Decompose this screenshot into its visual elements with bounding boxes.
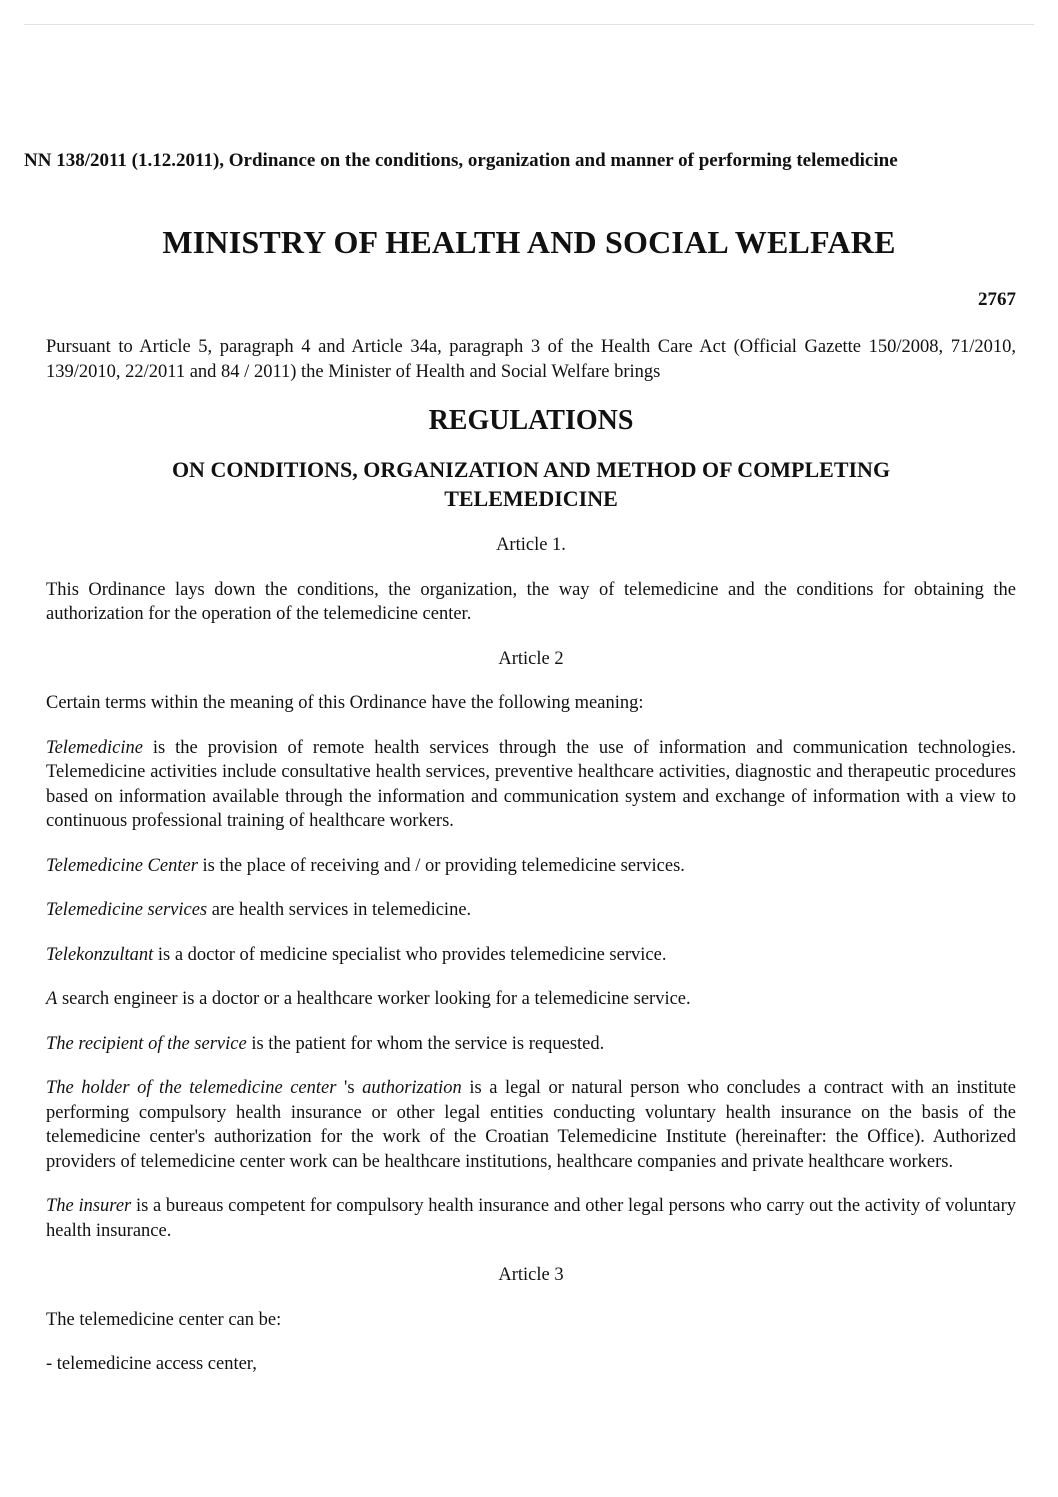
definition-insurer [46, 1194, 1016, 1243]
definition-telemedicine-center [46, 854, 1016, 879]
ministry-heading: MINISTRY OF HEALTH AND SOCIAL WELFARE [162, 224, 896, 260]
definition-telemedicine [46, 736, 1016, 834]
definition-search-engineer [46, 987, 1016, 1012]
definition-term: Telemedicine [46, 737, 143, 758]
article-2-heading: Article 2 [498, 648, 564, 669]
document-body [46, 335, 1016, 1397]
article-3-heading: Article 3 [498, 1265, 564, 1285]
top-divider [24, 24, 1034, 25]
definition-text: is a legal or natural person who concludes a contract with an institute performing compulsory health insurance or other legal entities conducting voluntary health insurance on the basis of the telemedicine center's authorization for the work of the Croatian Telemedicine Institute (hereinafter: the Office). Authorized providers of telemedicine center work can be healthcare institutions, healthcare companies and private healthcare workers. [46, 1078, 1016, 1172]
definition-text: are health services in telemedicine. [207, 900, 472, 920]
definition-telekonzultant [46, 943, 1016, 968]
definition-text: is a bureaus competent for compulsory health insurance and other legal persons who carry out the activity of voluntary health insurance. [46, 1196, 1017, 1241]
article-1-heading: Article 1. [496, 535, 566, 555]
list-item: - telemedicine access center, [46, 1354, 257, 1374]
definition-term: The recipient of the service [46, 1033, 247, 1054]
document-reference: NN 138/2011 (1.12.2011), Ordinance on the conditions, organization and manner of performing telemedicine [24, 150, 898, 171]
document-number: 2767 [978, 289, 1016, 310]
definition-text: is the place of receiving and / or providing telemedicine services. [197, 855, 685, 876]
preamble-paragraph: Pursuant to Article 5, paragraph 4 and Article 34a, paragraph 3 of the Health Care Act (Official Gazette 150/2008, 71/2010, 139/2010, 22/2011 and 84 / 2011) the Minister of Health and Social Welfare brings [46, 337, 1016, 382]
definition-term: The insurer [46, 1196, 132, 1216]
definition-text: search engineer is a doctor or a healthcare worker looking for a telemedicine service. [57, 989, 691, 1009]
article-1-text: This Ordinance lays down the conditions, the organization, the way of telemedicine and the conditions for obtaining the authorization for the operation of the telemedicine center. [46, 579, 1016, 624]
definition-term: Telemedicine services [46, 900, 208, 920]
article-3-intro: The telemedicine center can be: [46, 1309, 282, 1330]
definition-authorization-holder [46, 1076, 1016, 1174]
regulations-title: REGULATIONS [428, 405, 634, 436]
definition-text: is a doctor of medicine specialist who provides telemedicine service. [153, 944, 667, 965]
definition-text: is the provision of remote health services through the use of information and communication technologies. Telemedicine activities include consultative health services, preventive healthcare activities, diagnostic and therapeutic procedures based on information available through the information and communication system and exchange of information with a view to continuous professional training of healthcare workers. [46, 737, 1016, 831]
article-2-intro: Certain terms within the meaning of this Ordinance have the following meaning: [46, 693, 644, 713]
definition-telemedicine-services [46, 898, 1016, 923]
definition-recipient [46, 1032, 1016, 1057]
definition-term: Telekonzultant [46, 944, 154, 965]
definition-term: The holder of the telemedicine center [46, 1078, 337, 1098]
definition-term-secondary: authorization [362, 1078, 462, 1098]
definition-term: Telemedicine Center [46, 855, 198, 876]
regulations-subtitle: ON CONDITIONS, ORGANIZATION AND METHOD OF COMPLETING TELEMEDICINE [171, 457, 891, 511]
definition-term: A [46, 989, 58, 1009]
definition-connector: 's [336, 1078, 363, 1098]
definition-text: is the patient for whom the service is requested. [246, 1033, 605, 1054]
